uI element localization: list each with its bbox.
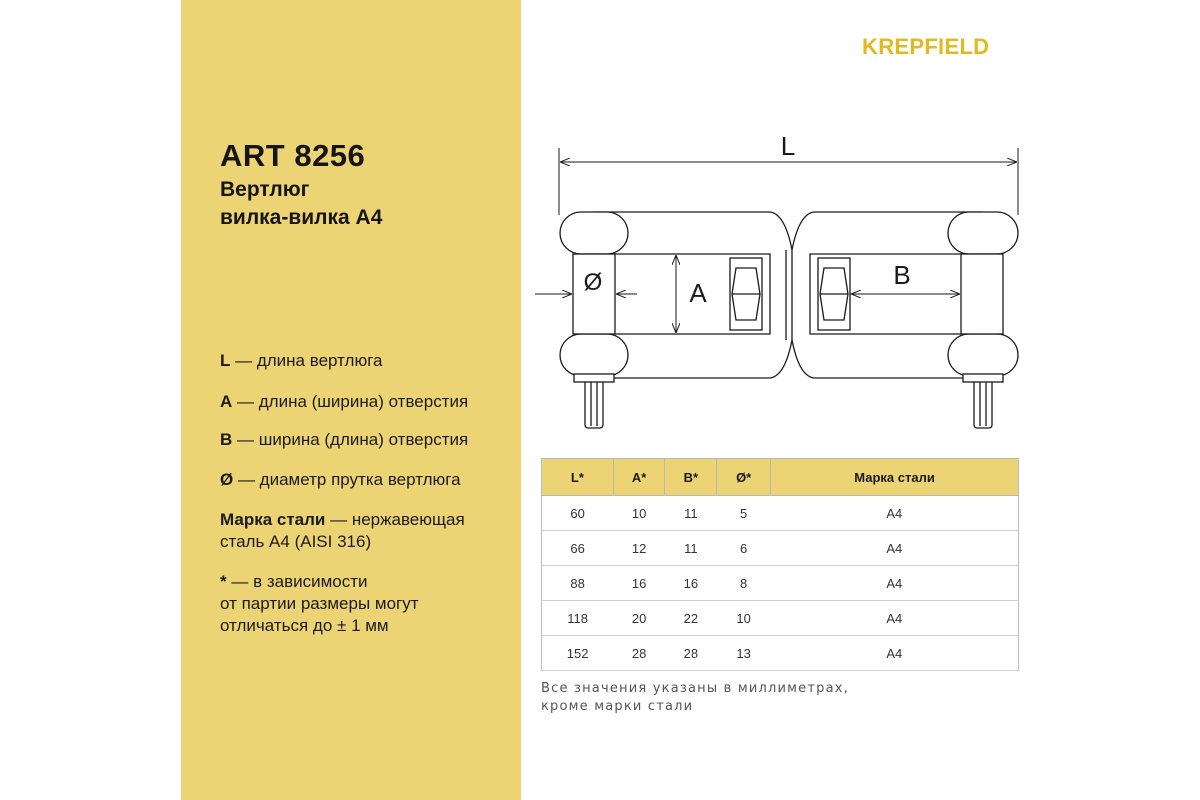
cell: 12 (613, 531, 665, 566)
brand-logo: KREPFIELD (862, 34, 990, 59)
cell: 16 (613, 566, 665, 601)
col-header-diameter: Ø* (717, 459, 771, 496)
label-a: A (689, 278, 707, 308)
cell: 5 (717, 496, 771, 531)
cell: A4 (771, 566, 1019, 601)
cell: 6 (717, 531, 771, 566)
col-header-l: L* (542, 459, 614, 496)
cell: A4 (771, 531, 1019, 566)
cell: 66 (542, 531, 614, 566)
table-row (542, 496, 1019, 531)
legend-item-l: L — длина вертлюга (220, 351, 383, 370)
cell: 11 (665, 496, 717, 531)
cell: 88 (542, 566, 614, 601)
cell: 10 (613, 496, 665, 531)
table-header-row (542, 459, 1019, 496)
label-l: L (780, 131, 796, 161)
product-name-line1: Вертлюг (220, 178, 310, 201)
cell: 28 (665, 636, 717, 671)
label-diameter: Ø (583, 269, 603, 296)
cell: A4 (771, 636, 1019, 671)
col-header-b: B* (665, 459, 717, 496)
units-note (541, 680, 849, 716)
col-header-a: A* (613, 459, 665, 496)
spec-table (541, 458, 1019, 671)
cell: 11 (665, 531, 717, 566)
units-note-line2: кроме марки стали (541, 699, 694, 714)
legend-item-a: A — длина (ширина) отверстия (220, 392, 469, 411)
label-b: B (893, 260, 911, 290)
cell: 118 (542, 601, 614, 636)
table-row (542, 531, 1019, 566)
legend-item-diameter: Ø — диаметр прутка вертлюга (220, 470, 461, 489)
cell: 152 (542, 636, 614, 671)
legend-item-b: B — ширина (длина) отверстия (220, 430, 469, 449)
cell: 16 (665, 566, 717, 601)
cell: A4 (771, 601, 1019, 636)
col-header-steel: Марка стали (771, 459, 1019, 496)
cell: 10 (717, 601, 771, 636)
cell: 60 (542, 496, 614, 531)
cell: 20 (613, 601, 665, 636)
units-note-line1: Все значения указаны в миллиметрах, (541, 681, 849, 696)
product-name-line2: вилка-вилка А4 (220, 206, 383, 229)
legend-item-steel: Марка стали — нержавеющая сталь А4 (AISI 316) (220, 510, 465, 551)
cell: A4 (771, 496, 1019, 531)
legend-item-note: * — в зависимости от партии размеры могут отличаться до ± 1 мм (220, 572, 419, 635)
table-row (542, 566, 1019, 601)
cell: 8 (717, 566, 771, 601)
cell: 28 (613, 636, 665, 671)
table-row (542, 636, 1019, 671)
table-row (542, 601, 1019, 636)
product-name (220, 176, 382, 232)
cell: 13 (717, 636, 771, 671)
swivel-drawing (530, 130, 1030, 440)
cell: 22 (665, 601, 717, 636)
article-number: ART 8256 (220, 138, 366, 173)
